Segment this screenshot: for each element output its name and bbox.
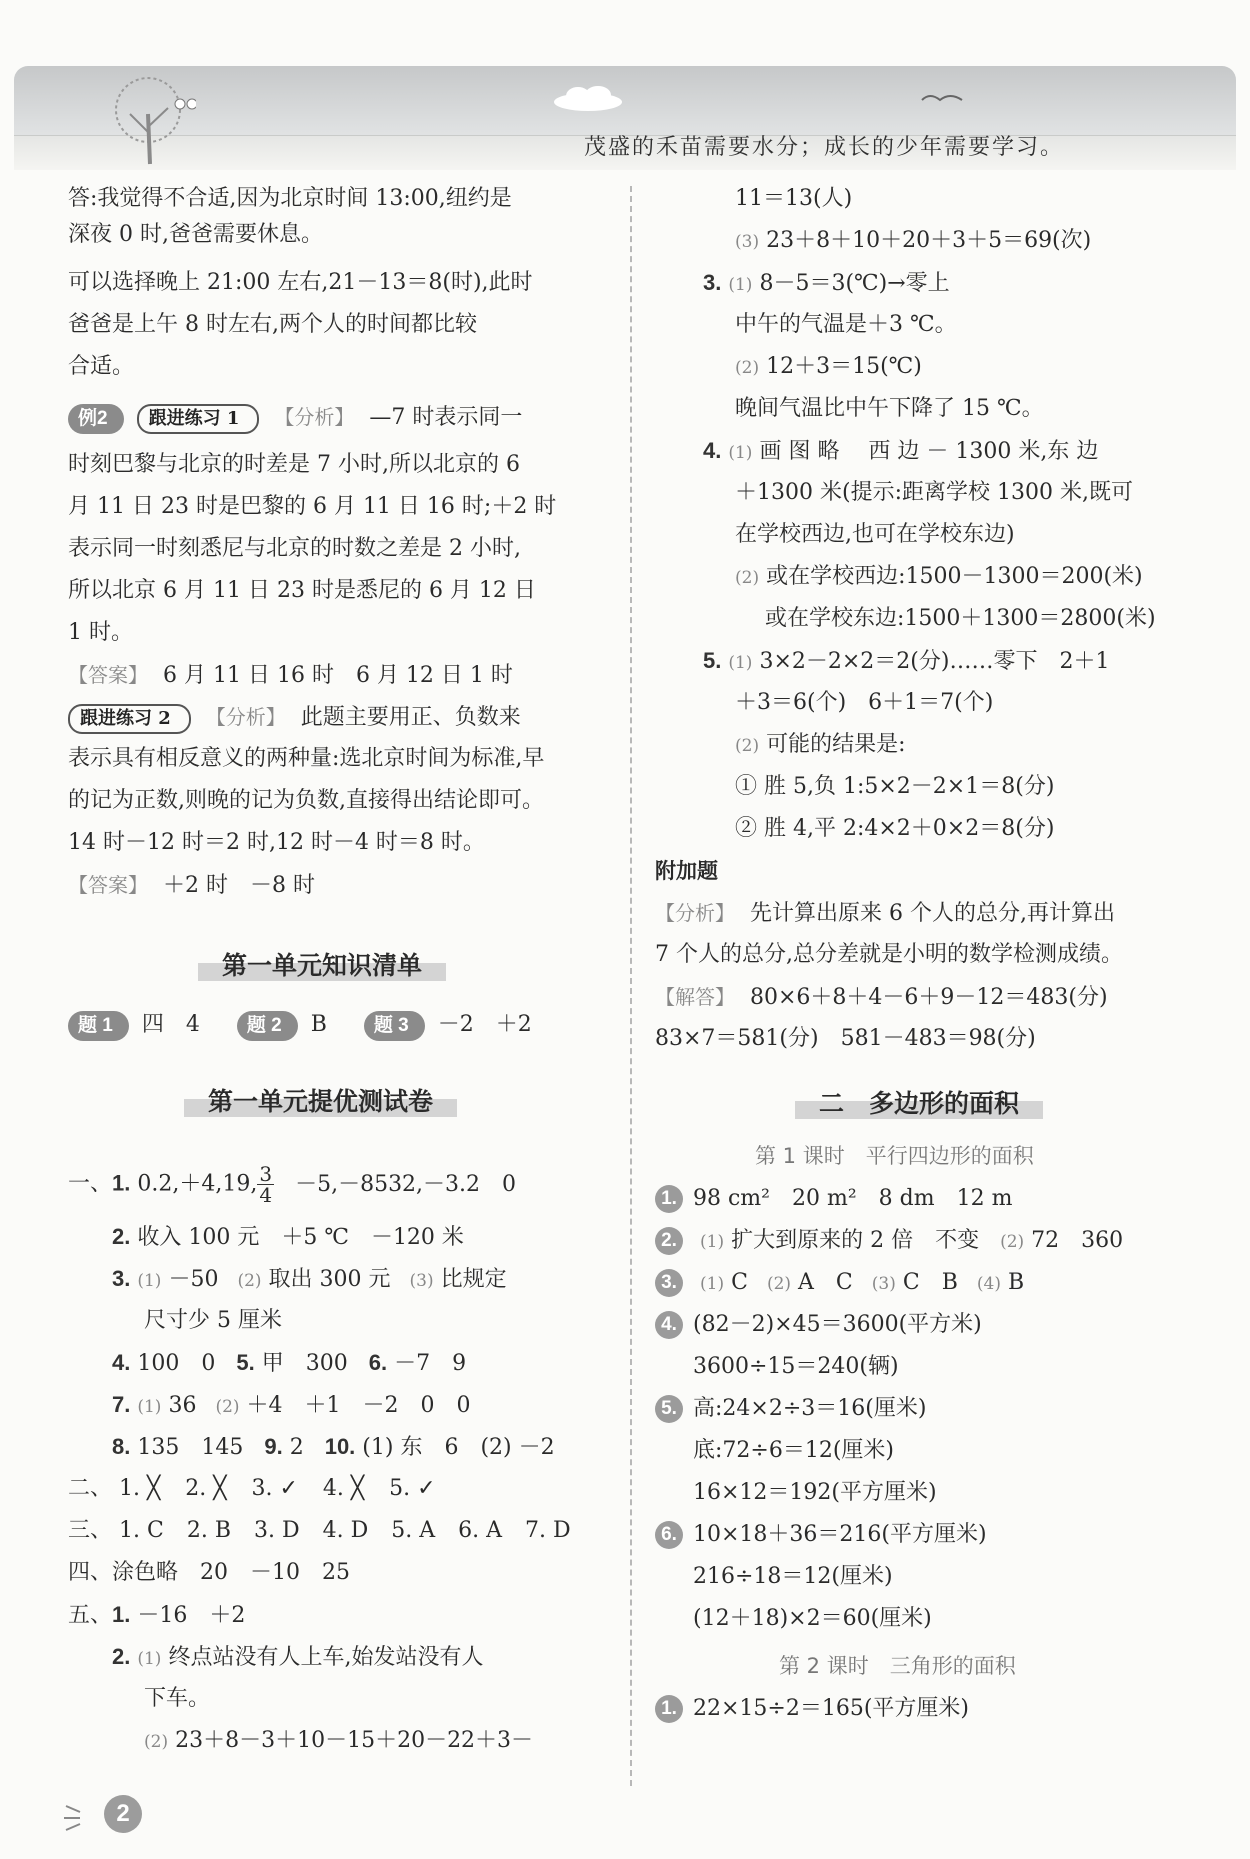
answer-item: 3. D — [254, 1518, 300, 1543]
answer-item: 6. A — [458, 1518, 502, 1543]
answer-item: 1. ╳ — [119, 1476, 161, 1501]
item-number-badge: 2. — [655, 1227, 683, 1255]
answer-text: 23＋8－3＋10－15＋20－22＋3－ — [175, 1728, 534, 1753]
text-line: 3600÷15＝240(辆) — [693, 1354, 899, 1379]
text-line — [735, 730, 906, 761]
text-line: 爸爸是上午 8 时左右,两个人的时间都比较 — [68, 312, 477, 337]
item-number-badge: 5. — [655, 1395, 683, 1423]
question-2-answer: B — [310, 1012, 327, 1037]
item-number: 4. — [703, 438, 722, 463]
question-1-answer: 四 4 — [141, 1012, 200, 1037]
section-label: 一、 — [68, 1171, 113, 1197]
lesson-2-heading: 第 2 课时 三角形的面积 — [779, 1654, 1016, 1678]
test-q2 — [112, 1222, 464, 1253]
item-number-badge: 3. — [655, 1269, 683, 1297]
text-line: 的记为正数,则晚的记为负数,直接得出结论即可。 — [68, 788, 544, 813]
item-number: 1. — [112, 1602, 131, 1627]
sub-label: (1) — [700, 1274, 725, 1294]
answer-text: 10×18＋36＝216(平方厘米) — [693, 1522, 987, 1547]
section-label: 五、 — [68, 1603, 113, 1628]
fraction-denominator: 4 — [259, 1183, 273, 1207]
answer-text: －7 9 — [394, 1351, 467, 1376]
extra-analysis — [655, 898, 1115, 929]
answer-text: ＋2 时 －8 时 — [163, 873, 315, 898]
text-line: 表示同一时刻悉尼与北京的时数之差是 2 小时, — [68, 536, 521, 561]
test-q4-q6 — [112, 1348, 466, 1379]
answer-text: 涂色略 20 －10 25 — [112, 1560, 350, 1585]
text-line — [735, 226, 1091, 257]
test-part-5-q1 — [68, 1600, 245, 1631]
answer-4 — [703, 436, 1098, 468]
item-number: 2. — [112, 1224, 131, 1249]
item-number: 4. — [112, 1350, 131, 1375]
question-3-answer: －2 ＋2 — [437, 1012, 532, 1037]
answer-item: 4. D — [322, 1518, 369, 1543]
test-part-4 — [68, 1558, 350, 1588]
sub-label: (2) — [215, 1397, 240, 1417]
page-mark-icon — [62, 1798, 102, 1834]
text-line: 中午的气温是＋3 ℃。 — [735, 312, 957, 337]
answer-text: 扩大到原来的 2 倍 不变 — [731, 1228, 980, 1253]
text-line: 83×7＝581(分) 581－483＝98(分) — [655, 1026, 1036, 1051]
lesson1-answer-3 — [655, 1268, 1024, 1299]
analysis-label: 【分析】 — [274, 405, 355, 429]
answer-text: 8－5＝3(℃)→零上 — [759, 271, 950, 296]
answer-item: 2. B — [186, 1518, 231, 1543]
answer-text: C B — [902, 1270, 958, 1295]
answer-text: 收入 100 元 ＋5 ℃ －120 米 — [137, 1225, 464, 1250]
question-3-badge: 题 3 — [364, 1011, 425, 1041]
text-line: 7 个人的总分,总分差就是小明的数学检测成绩。 — [655, 942, 1123, 967]
answer-text: 72 360 — [1031, 1228, 1124, 1253]
text-line — [735, 562, 1143, 593]
lesson1-answer-2 — [655, 1226, 1123, 1257]
example-2-row — [68, 402, 522, 434]
text-line — [735, 352, 922, 383]
answer-row — [68, 660, 513, 691]
text-line: ① 胜 5,负 1:5×2－2×1＝8(分) — [735, 774, 1055, 799]
test-q7 — [112, 1390, 471, 1422]
text-line: 在学校西边,也可在学校东边) — [735, 522, 1015, 547]
answer-item: 1. C — [119, 1518, 164, 1543]
text-line: 表示具有相反意义的两种量:选北京时间为标准,早 — [68, 746, 545, 771]
item-number: 7. — [112, 1392, 131, 1417]
test-part-2 — [68, 1474, 436, 1504]
lesson-1-heading: 第 1 课时 平行四边形的面积 — [755, 1144, 1034, 1168]
answer-text: (82－2)×45＝3600(平方米) — [693, 1312, 982, 1337]
answer-text: 比规定 — [440, 1267, 507, 1292]
answer-text: －50 — [168, 1267, 219, 1292]
answer-text: B — [1007, 1270, 1025, 1295]
solution-label: 【解答】 — [655, 985, 735, 1009]
item-number-badge: 6. — [655, 1521, 683, 1549]
item-number: 8. — [112, 1434, 131, 1459]
motto-text: 茂盛的禾苗需要水分；成长的少年需要学习。 — [583, 135, 1064, 160]
sub-label: (2) — [735, 568, 760, 588]
sub-label: (1) — [137, 1649, 162, 1669]
text-line: 可以选择晚上 21:00 左右,21－13＝8(时),此时 — [68, 270, 533, 295]
sub-label: (1) — [137, 1271, 162, 1291]
answer-text: 135 145 — [137, 1435, 244, 1460]
answer-text: 22×15÷2＝165(平方厘米) — [693, 1696, 970, 1721]
answer-text: A C — [798, 1270, 853, 1295]
sub-label: (1) — [728, 275, 753, 295]
item-number: 5. — [703, 648, 722, 673]
text-line — [144, 1726, 533, 1757]
lesson1-answer-4 — [655, 1310, 982, 1340]
answer-3 — [703, 268, 950, 300]
answer-text: 0.2,＋4,19, — [137, 1171, 258, 1197]
unit-test-heading: 第一单元提优测试卷 — [184, 1080, 457, 1120]
test-part-1-q1 — [68, 1164, 516, 1205]
text-line: 11＝13(人) — [735, 186, 853, 211]
answer-item: 2. ╳ — [185, 1476, 227, 1501]
follow-practice-1-badge: 跟进练习 1 — [137, 404, 260, 434]
cloud-icon — [552, 86, 624, 112]
sub-label: (1) — [700, 1232, 725, 1252]
extra-question-heading: 附加题 — [655, 859, 718, 883]
answer-text: C — [731, 1270, 748, 1295]
item-number: 2. — [112, 1644, 131, 1669]
column-divider — [630, 186, 632, 1786]
answer-label: 【答案】 — [68, 873, 148, 897]
item-number: 3. — [112, 1266, 131, 1291]
answer-text: 12＋3＝15(℃) — [766, 354, 922, 379]
test-part-5-q2 — [112, 1642, 483, 1674]
answer-text: 甲 300 — [261, 1351, 348, 1376]
text-line: 下车。 — [144, 1686, 211, 1711]
text-line: 月 11 日 23 时是巴黎的 6 月 11 日 16 时;＋2 时 — [68, 494, 557, 519]
lesson1-answer-5 — [655, 1394, 926, 1424]
answer-text: 80×6＋8＋4－6＋9－12＝483(分) — [750, 985, 1108, 1010]
answer-row — [68, 870, 315, 901]
fraction — [257, 1164, 274, 1205]
test-q8-q10 — [112, 1432, 555, 1463]
sub-label: (2) — [144, 1732, 169, 1752]
item-number-badge: 4. — [655, 1311, 683, 1339]
sub-label: (3) — [735, 232, 760, 252]
text-line: 答:我觉得不合适,因为北京时间 13:00,纽约是 — [68, 186, 512, 211]
text-line: —7 时表示同一 — [369, 405, 523, 430]
item-number: 9. — [264, 1434, 283, 1459]
item-number-badge: 1. — [655, 1185, 683, 1213]
answer-text: (1) 东 6 (2) －2 — [362, 1435, 555, 1460]
answer-text: 取出 300 元 — [268, 1267, 391, 1292]
text-line: 216÷18＝12(厘米) — [693, 1564, 893, 1589]
text-line: 或在学校东边:1500＋1300＝2800(米) — [765, 606, 1156, 631]
answer-text: 终点站没有人上车,始发站没有人 — [168, 1645, 484, 1670]
answer-text: －5,－8532,－3.2 0 — [295, 1171, 517, 1197]
follow-practice-2-row — [68, 702, 521, 734]
sub-label: (2) — [237, 1271, 262, 1291]
page-number: 2 — [104, 1795, 142, 1833]
answer-text: 先计算出原来 6 个人的总分,再计算出 — [750, 901, 1115, 926]
text-line: 尺寸少 5 厘米 — [144, 1308, 282, 1333]
answer-text: 或在学校西边:1500－1300＝200(米) — [766, 564, 1143, 589]
sub-label: (2) — [735, 358, 760, 378]
answer-text: 23＋8＋10＋20＋3＋5＝69(次) — [766, 228, 1092, 253]
analysis-label: 【分析】 — [205, 705, 286, 729]
header-banner — [14, 66, 1236, 170]
answer-text: 6 月 11 日 16 时 6 月 12 日 1 时 — [163, 663, 513, 688]
text-line: 深夜 0 时,爸爸需要休息。 — [68, 222, 323, 247]
test-part-3 — [68, 1516, 571, 1546]
sub-label: (4) — [976, 1274, 1001, 1294]
answer-text: 2 — [289, 1435, 304, 1460]
text-line: 所以北京 6 月 11 日 23 时是悉尼的 6 月 12 日 — [68, 578, 536, 603]
lesson1-answer-6 — [655, 1520, 987, 1550]
text-line: 合适。 — [68, 354, 135, 379]
lesson2-answer-1 — [655, 1694, 969, 1724]
answer-item: 3. ✓ — [251, 1476, 298, 1501]
sub-label: (3) — [871, 1274, 896, 1294]
answer-text: ＋4 ＋1 －2 0 0 — [246, 1393, 471, 1418]
answer-text: 100 0 — [137, 1351, 216, 1376]
lesson1-answer-1 — [655, 1184, 1012, 1214]
answer-text: 画 图 略 西 边 － 1300 米,东 边 — [759, 439, 1099, 464]
sub-label: (2) — [766, 1274, 792, 1294]
fraction-numerator: 3 — [259, 1162, 273, 1186]
text-line: 晚间气温比中午下降了 15 ℃。 — [735, 396, 1044, 421]
answer-5 — [703, 646, 1109, 678]
section-label: 三、 — [68, 1518, 113, 1543]
text-line: 底:72÷6＝12(厘米) — [693, 1438, 894, 1463]
question-1-badge: 题 1 — [68, 1011, 129, 1041]
answer-text: 36 — [168, 1393, 197, 1418]
text-line: 16×12＝192(平方厘米) — [693, 1480, 937, 1505]
example-2-badge: 例2 — [68, 404, 124, 434]
analysis-label: 【分析】 — [655, 901, 735, 925]
unit-knowledge-list-heading: 第一单元知识清单 — [198, 944, 446, 984]
item-number: 3. — [703, 270, 722, 295]
text-line: ② 胜 4,平 2:4×2＋0×2＝8(分) — [735, 816, 1055, 841]
sub-label: (1) — [728, 443, 753, 463]
text-line: ＋3＝6(个) 6＋1＝7(个) — [735, 690, 994, 715]
question-answers-row — [68, 1010, 532, 1041]
question-2-badge: 题 2 — [237, 1011, 298, 1041]
answer-label: 【答案】 — [68, 663, 148, 687]
answer-text: 可能的结果是: — [766, 732, 906, 757]
chapter-heading: 二 多边形的面积 — [795, 1082, 1043, 1122]
answer-text: 高:24×2÷3＝16(厘米) — [693, 1396, 927, 1421]
item-number-badge: 1. — [655, 1695, 683, 1723]
text-line: 时刻巴黎与北京的时差是 7 小时,所以北京的 6 — [68, 452, 520, 477]
follow-practice-2-badge: 跟进练习 2 — [68, 704, 191, 734]
answer-item: 4. ╳ — [322, 1476, 365, 1501]
sub-label: (3) — [409, 1271, 434, 1291]
text-line: 14 时－12 时＝2 时,12 时－4 时＝8 时。 — [68, 830, 485, 855]
item-number: 5. — [236, 1350, 255, 1375]
tree-icon — [100, 74, 196, 166]
bird-icon — [920, 92, 964, 104]
item-number: 10. — [324, 1434, 356, 1459]
item-number: 1. — [112, 1170, 131, 1196]
sub-label: (2) — [735, 736, 760, 756]
answer-item: 5. A — [391, 1518, 436, 1543]
text-line: 此题主要用正、负数来 — [300, 705, 521, 730]
answer-text: 3×2－2×2＝2(分)……零下 2＋1 — [759, 649, 1110, 674]
text-line: (12＋18)×2＝60(厘米) — [693, 1606, 932, 1631]
answer-item: 5. ✓ — [389, 1476, 436, 1501]
sub-label: (2) — [1000, 1232, 1025, 1252]
extra-solution — [655, 982, 1108, 1013]
section-label: 四、 — [68, 1560, 113, 1585]
answer-text: －16 ＋2 — [137, 1603, 246, 1628]
section-label: 二、 — [68, 1476, 113, 1501]
sub-label: (1) — [137, 1397, 162, 1417]
sub-label: (1) — [728, 653, 753, 673]
text-line: 1 时。 — [68, 620, 133, 645]
test-q3 — [112, 1264, 507, 1296]
item-number: 6. — [368, 1350, 388, 1375]
answer-text: 98 cm² 20 m² 8 dm 12 m — [693, 1186, 1013, 1211]
answer-item: 7. D — [525, 1518, 571, 1543]
text-line: ＋1300 米(提示:距离学校 1300 米,既可 — [735, 480, 1133, 505]
